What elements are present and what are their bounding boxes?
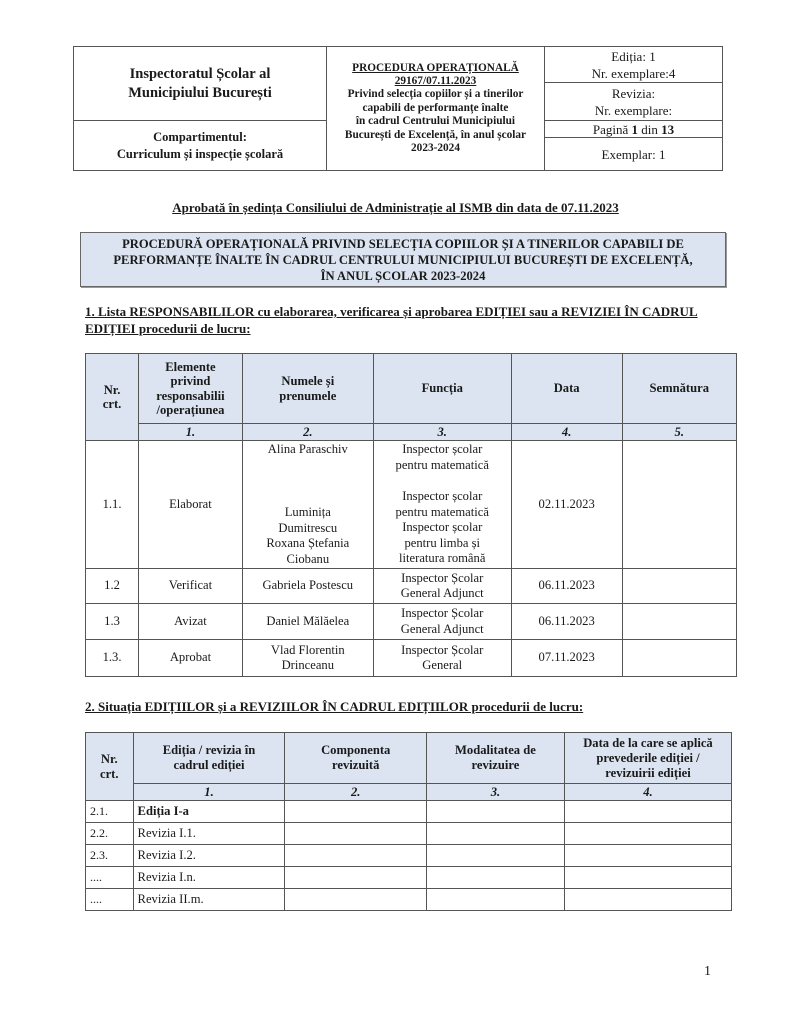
header-line: revizuirii ediției	[605, 765, 691, 780]
col-number: 4.	[564, 784, 731, 801]
header-line: prenumele	[279, 388, 337, 403]
person-name: Vlad Florentin	[270, 642, 345, 657]
header-right-column	[545, 47, 722, 170]
function-line: Inspector școlar	[402, 442, 483, 457]
table-row	[86, 441, 737, 569]
row-functions	[373, 604, 511, 640]
responsibles-table	[85, 353, 737, 677]
exemplar-label: Exemplar: 1	[601, 146, 666, 162]
function-line: Inspector școlar	[402, 520, 483, 535]
table-row	[86, 569, 737, 604]
function-line: literatura română	[399, 551, 486, 566]
header-line: crt.	[102, 397, 122, 411]
procedure-desc-line: Privind selecția copiilor și a tinerilor	[347, 88, 524, 101]
col-header-date: Data	[511, 354, 622, 424]
table-row	[86, 640, 737, 677]
row-date: 07.11.2023	[511, 640, 622, 677]
row-mode	[426, 801, 564, 823]
row-names: Daniel Mălăelea	[242, 604, 373, 640]
col-header-function: Funcția	[373, 354, 511, 424]
row-date	[564, 823, 731, 845]
page-info	[545, 121, 722, 138]
row-functions	[373, 441, 511, 569]
row-nr: 1.1.	[86, 441, 139, 569]
col-header-date	[564, 733, 731, 784]
person-name: Ciobanu	[286, 551, 330, 566]
row-date: 06.11.2023	[511, 604, 622, 640]
row-mode	[426, 823, 564, 845]
col-header-nr	[86, 354, 139, 441]
row-nr: ....	[86, 867, 134, 889]
page-total: 13	[661, 121, 675, 137]
row-edition: Ediția I-a	[133, 801, 285, 823]
header-line: revizuire	[471, 758, 520, 772]
col-header-mode	[426, 733, 564, 784]
table-row	[86, 867, 732, 889]
row-element: Aprobat	[139, 640, 243, 677]
row-names	[242, 441, 373, 569]
header-line: /operațiunea	[156, 403, 225, 417]
department-value: Curriculum și inspecție școlară	[116, 146, 284, 161]
header-line: Data de la care se aplică	[583, 735, 713, 750]
row-nr: 1.2	[86, 569, 139, 604]
person-name: Dumitrescu	[278, 520, 338, 535]
row-signature	[622, 441, 736, 569]
col-header-component	[285, 733, 426, 784]
page-of: din	[638, 121, 662, 137]
header-line: crt.	[100, 766, 119, 781]
person-name: Alina Paraschiv	[267, 441, 348, 456]
function-line: General Adjunct	[400, 621, 484, 636]
row-edition: Revizia I.n.	[133, 867, 285, 889]
row-component	[285, 845, 426, 867]
document-title	[80, 232, 726, 287]
row-date	[564, 889, 731, 911]
row-date: 02.11.2023	[511, 441, 622, 569]
revision-label: Revizia:	[611, 85, 656, 101]
col-header-edition	[133, 733, 285, 784]
table-row	[86, 889, 732, 911]
row-element: Verificat	[139, 569, 243, 604]
function-line: Inspector școlar	[402, 489, 483, 504]
page-number: 1	[704, 964, 711, 979]
row-date	[564, 801, 731, 823]
person-name: Luminița	[284, 505, 331, 520]
approval-statement: Aprobată în ședința Consiliului de Administrație al ISMB din data de 07.11.2023	[172, 200, 619, 215]
row-nr: 1.3	[86, 604, 139, 640]
header-line: responsabilii	[156, 388, 225, 403]
copies-count: Nr. exemplare:4	[591, 65, 676, 81]
row-component	[285, 801, 426, 823]
department-name	[74, 121, 326, 170]
row-date: 06.11.2023	[511, 569, 622, 604]
function-line: Inspector Școlar	[401, 642, 484, 657]
row-mode	[426, 889, 564, 911]
header-line: revizuită	[332, 758, 380, 772]
revision-info	[545, 83, 722, 121]
col-number: 1.	[139, 424, 243, 441]
row-element: Elaborat	[139, 441, 243, 569]
row-element: Avizat	[139, 604, 243, 640]
row-edition: Revizia I.2.	[133, 845, 285, 867]
row-mode	[426, 867, 564, 889]
col-number: 1.	[133, 784, 285, 801]
col-header-name	[242, 354, 373, 424]
department-label: Compartimentul:	[153, 129, 247, 144]
document-header	[73, 46, 723, 171]
row-date	[564, 867, 731, 889]
table-row	[86, 801, 732, 823]
col-header-nr	[86, 733, 134, 801]
procedure-desc-line: capabili de performanțe înalte	[362, 101, 509, 114]
row-signature	[622, 569, 736, 604]
function-line: Inspector Școlar	[401, 606, 484, 620]
procedure-desc-line: 2023-2024	[411, 142, 460, 155]
procedure-desc-line: în cadrul Centrului Municipiului	[355, 115, 516, 128]
col-header-signature: Semnătura	[622, 354, 736, 424]
institution-line-2: Municipiului București	[128, 84, 272, 101]
row-component	[285, 889, 426, 911]
row-edition: Revizia I.1.	[133, 823, 285, 845]
revision-copies: Nr. exemplare:	[594, 102, 673, 118]
col-number: 2.	[285, 784, 426, 801]
table-row	[86, 604, 737, 640]
row-nr: 2.3.	[86, 845, 134, 867]
procedure-number: 29167/07.11.2023	[394, 74, 477, 87]
institution-line-1: Inspectoratul Școlar al	[129, 65, 271, 82]
page-current: 1	[631, 121, 638, 137]
header-line: Nr.	[100, 751, 118, 766]
row-nr: 1.3.	[86, 640, 139, 677]
function-line: pentru matematică	[395, 457, 489, 472]
row-names: Gabriela Postescu	[242, 569, 373, 604]
row-component	[285, 823, 426, 845]
row-names	[242, 640, 373, 677]
editions-table	[85, 732, 732, 911]
procedure-desc-line: București de Excelență, în anul școlar	[344, 128, 527, 141]
header-line: Componenta	[321, 743, 391, 757]
section-2-heading: 2. Situația EDIȚIILOR și a REVIZIILOR ÎN CADRUL EDIȚIILOR procedurii de lucru:	[85, 699, 584, 714]
header-left-column	[74, 47, 327, 170]
row-mode	[426, 845, 564, 867]
procedure-title: PROCEDURA OPERAȚIONALĂ	[352, 61, 519, 74]
header-line: Numele și	[281, 374, 335, 388]
row-functions	[373, 640, 511, 677]
function-line: pentru matematică	[395, 504, 489, 519]
col-number: 5.	[622, 424, 736, 441]
header-line: Ediția / revizia în	[162, 743, 256, 757]
title-line: PERFORMANȚE ÎNALTE ÎN CADRUL CENTRULUI MUNICIPIULUI BUCUREȘTI DE EXCELENȚĂ,	[113, 252, 693, 267]
table-row	[86, 823, 732, 845]
edition-info	[545, 47, 722, 83]
col-number: 3.	[426, 784, 564, 801]
exemplar-info	[545, 138, 722, 170]
col-header-elements	[139, 354, 243, 424]
row-signature	[622, 604, 736, 640]
function-line: General	[422, 658, 463, 672]
function-line: General Adjunct	[400, 586, 484, 600]
page-prefix: Pagină	[592, 121, 632, 137]
row-nr: 2.1.	[86, 801, 134, 823]
header-line: Elemente	[165, 359, 216, 374]
header-line: prevederile ediției /	[596, 750, 700, 765]
row-signature	[622, 640, 736, 677]
person-name: Drinceanu	[281, 658, 335, 672]
header-line: privind	[170, 374, 211, 388]
procedure-info	[327, 47, 545, 170]
header-line: cadrul ediției	[173, 758, 245, 772]
function-line: Inspector Școlar	[401, 570, 484, 585]
title-line: ÎN ANUL ȘCOLAR 2023-2024	[320, 268, 486, 283]
edition-label: Ediția: 1	[611, 48, 656, 64]
col-number: 2.	[242, 424, 373, 441]
col-number: 3.	[373, 424, 511, 441]
table-row	[86, 845, 732, 867]
header-line: Nr.	[103, 382, 121, 397]
person-name: Roxana Ștefania	[266, 536, 350, 551]
row-nr: 2.2.	[86, 823, 134, 845]
row-component	[285, 867, 426, 889]
row-nr: ....	[86, 889, 134, 911]
row-functions	[373, 569, 511, 604]
title-line: PROCEDURĂ OPERAȚIONALĂ PRIVIND SELECȚIA COPIILOR ȘI A TINERILOR CAPABILI DE	[122, 236, 684, 251]
row-date	[564, 845, 731, 867]
section-1-heading: 1. Lista RESPONSABILILOR cu elaborarea, verificarea și aprobarea EDIȚIEI sau a REVIZIEI ÎN CADRUL EDIȚIEI procedurii de lucru:	[85, 304, 698, 336]
row-edition: Revizia II.m.	[133, 889, 285, 911]
function-line: pentru limba și	[404, 535, 481, 550]
institution-name	[74, 47, 326, 121]
header-line: Modalitatea de	[455, 743, 536, 757]
col-number: 4.	[511, 424, 622, 441]
